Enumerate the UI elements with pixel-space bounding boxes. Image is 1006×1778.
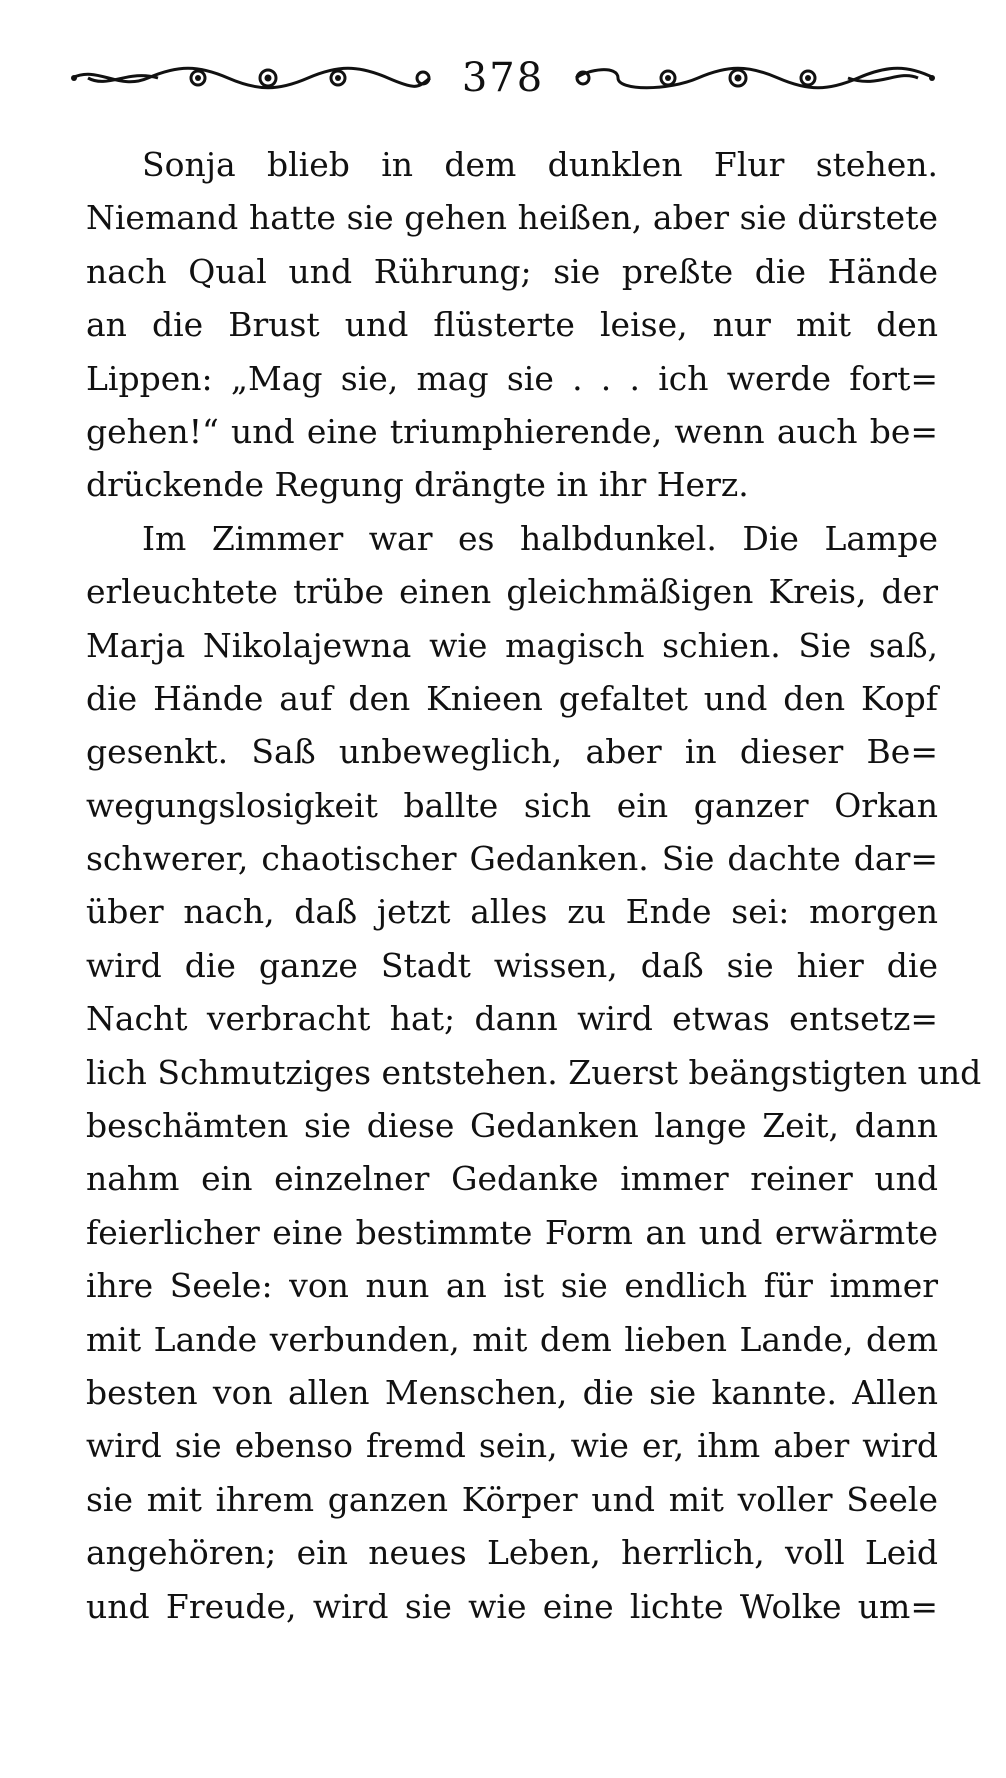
text-line: besten von allen Menschen, die sie kannte. Allen bbox=[86, 1372, 938, 1412]
page-header bbox=[68, 48, 938, 108]
text-line: angehören; ein neues Leben, herrlich, voll Leid bbox=[86, 1533, 938, 1573]
text-line: Nacht verbracht hat; dann wird etwas entsetz= bbox=[86, 999, 938, 1039]
text-line: nahm ein einzelner Gedanke immer reiner und bbox=[86, 1159, 938, 1199]
text-line: schwerer, chaotischer Gedanken. Sie dachte dar= bbox=[86, 839, 938, 879]
text-line: Niemand hatte sie gehen heißen, aber sie dürstete bbox=[86, 198, 938, 238]
text-line: lich Schmutziges entstehen. Zuerst beängstigten und bbox=[86, 1052, 982, 1092]
floral-rule-ornament-right bbox=[568, 61, 938, 95]
text-line: nach Qual und Rührung; sie preßte die Hände bbox=[86, 251, 938, 291]
text-line: und Freude, wird sie wie eine lichte Wolke um= bbox=[86, 1586, 938, 1626]
text-line: wird sie ebenso fremd sein, wie er, ihm aber wird bbox=[86, 1426, 938, 1466]
text-line: wegungslosigkeit ballte sich ein ganzer Orkan bbox=[86, 785, 938, 825]
text-line: Marja Nikolajewna wie magisch schien. Sie saß, bbox=[86, 625, 938, 665]
text-line: Sonja blieb in dem dunklen Flur stehen. bbox=[142, 145, 938, 184]
text-line: die Hände auf den Knieen gefaltet und den Kopf bbox=[86, 678, 938, 718]
text-line: an die Brust und flüsterte leise, nur mit den bbox=[86, 305, 938, 345]
body-text bbox=[86, 138, 982, 1633]
text-line: feierlicher eine bestimmte Form an und erwärmte bbox=[86, 1212, 938, 1252]
text-line: erleuchtete trübe einen gleichmäßigen Kreis, der bbox=[86, 572, 938, 612]
text-line: beschämten sie diese Gedanken lange Zeit, dann bbox=[86, 1106, 938, 1146]
text-line: ihre Seele: von nun an ist sie endlich für immer bbox=[86, 1266, 938, 1306]
text-line: Lippen: „Mag sie, mag sie . . . ich werde fort= bbox=[86, 358, 938, 398]
text-line: gesenkt. Saß unbeweglich, aber in dieser Be= bbox=[86, 732, 938, 772]
page-number: 378 bbox=[461, 55, 545, 101]
floral-rule-ornament-left bbox=[68, 61, 438, 95]
text-line: wird die ganze Stadt wissen, daß sie hier die bbox=[86, 945, 938, 985]
text-line: Im Zimmer war es halbdunkel. Die Lampe bbox=[142, 518, 938, 558]
text-line: mit Lande verbunden, mit dem lieben Lande, dem bbox=[86, 1319, 938, 1359]
text-line: drückende Regung drängte in ihr Herz. bbox=[86, 465, 749, 505]
text-line: sie mit ihrem ganzen Körper und mit voller Seele bbox=[86, 1479, 938, 1519]
text-line: über nach, daß jetzt alles zu Ende sei: morgen bbox=[86, 892, 938, 932]
text-line: gehen!“ und eine triumphierende, wenn auch be= bbox=[86, 411, 938, 451]
